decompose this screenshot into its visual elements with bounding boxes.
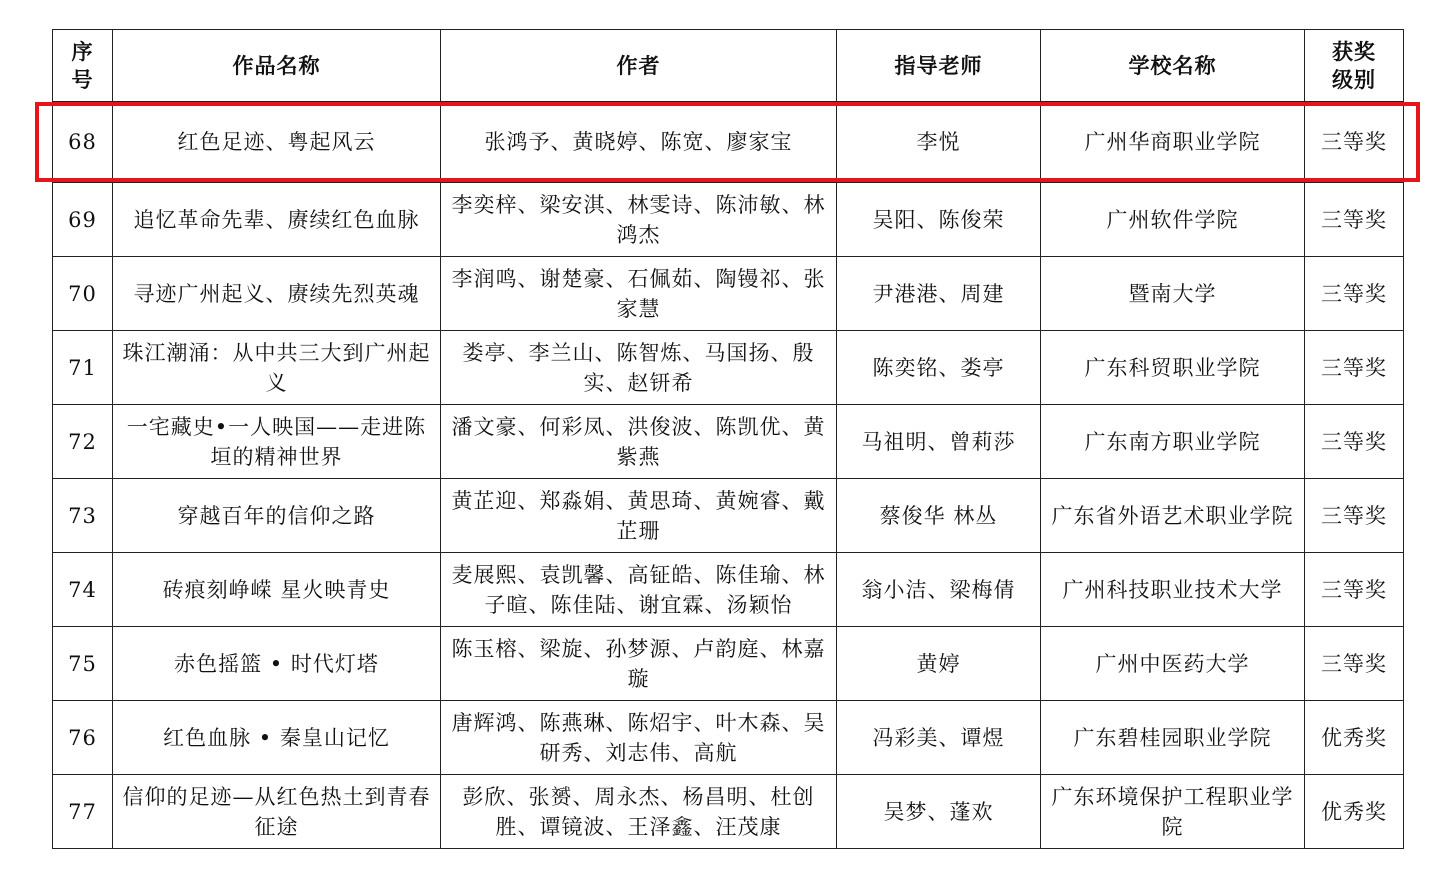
table-row: [53, 257, 1404, 331]
table-row: [53, 553, 1404, 627]
cell-authors: 麦展熙、袁凯馨、高钲皓、陈佳瑜、林子暄、陈佳陆、谢宜霖、汤颖怡: [441, 553, 837, 627]
header-advisor: 指导老师: [837, 30, 1041, 102]
header-school: 学校名称: [1041, 30, 1305, 102]
cell-work-name: 珠江潮涌：从中共三大到广州起义: [113, 331, 441, 405]
cell-school: 广州华商职业学院: [1041, 102, 1305, 183]
cell-authors: 潘文豪、何彩凤、洪俊波、陈凯优、黄紫燕: [441, 405, 837, 479]
cell-award: 三等奖: [1305, 331, 1404, 405]
cell-index: 77: [53, 775, 113, 849]
header-award-line1: 获奖: [1332, 39, 1376, 64]
cell-school: 广州软件学院: [1041, 183, 1305, 257]
cell-authors: 张鸿予、黄晓婷、陈宽、廖家宝: [441, 102, 837, 183]
award-table: [52, 29, 1404, 849]
cell-index: 74: [53, 553, 113, 627]
cell-advisor: 蔡俊华 林丛: [837, 479, 1041, 553]
cell-index: 73: [53, 479, 113, 553]
cell-work-name: 赤色摇篮 • 时代灯塔: [113, 627, 441, 701]
cell-award: 优秀奖: [1305, 775, 1404, 849]
cell-school: 广东环境保护工程职业学院: [1041, 775, 1305, 849]
cell-index: 72: [53, 405, 113, 479]
cell-school: 广州中医药大学: [1041, 627, 1305, 701]
cell-school: 广东省外语艺术职业学院: [1041, 479, 1305, 553]
cell-advisor: 翁小洁、梁梅倩: [837, 553, 1041, 627]
cell-advisor: 尹港港、周建: [837, 257, 1041, 331]
cell-work-name: 红色血脉 • 秦皇山记忆: [113, 701, 441, 775]
cell-work-name: 寻迹广州起义、赓续先烈英魂: [113, 257, 441, 331]
header-index-line2: 号: [71, 67, 94, 92]
cell-authors: 陈玉榕、梁旋、孙梦源、卢韵庭、林嘉璇: [441, 627, 837, 701]
cell-advisor: 李悦: [837, 102, 1041, 183]
cell-authors: 黄芷迎、郑淼娟、黄思琦、黄婉睿、戴芷珊: [441, 479, 837, 553]
table-row: [53, 479, 1404, 553]
cell-award: 优秀奖: [1305, 701, 1404, 775]
cell-authors: 李润鸣、谢楚豪、石佩茹、陶镘祁、张家慧: [441, 257, 837, 331]
cell-work-name: 一宅藏史•一人映国——走进陈垣的精神世界: [113, 405, 441, 479]
cell-work-name: 追忆革命先辈、赓续红色血脉: [113, 183, 441, 257]
cell-authors: 唐辉鸿、陈燕琳、陈炤宇、叶木森、吴研秀、刘志伟、高航: [441, 701, 837, 775]
table-row: [53, 331, 1404, 405]
cell-advisor: 马祖明、曾莉莎: [837, 405, 1041, 479]
cell-advisor: 黄婷: [837, 627, 1041, 701]
cell-index: 69: [53, 183, 113, 257]
cell-index: 75: [53, 627, 113, 701]
cell-school: 广州科技职业技术大学: [1041, 553, 1305, 627]
table-row: [53, 405, 1404, 479]
header-award-line2: 级别: [1332, 67, 1376, 92]
cell-index: 76: [53, 701, 113, 775]
cell-advisor: 吴阳、陈俊荣: [837, 183, 1041, 257]
award-table-container: [52, 29, 1403, 849]
header-award: [1305, 30, 1404, 102]
cell-work-name: 红色足迹、粤起风云: [113, 102, 441, 183]
cell-advisor: 吴梦、蓬欢: [837, 775, 1041, 849]
table-row: [53, 627, 1404, 701]
table-row: [53, 775, 1404, 849]
cell-school: 广东碧桂园职业学院: [1041, 701, 1305, 775]
cell-index: 71: [53, 331, 113, 405]
cell-advisor: 陈奕铭、娄亭: [837, 331, 1041, 405]
cell-award: 三等奖: [1305, 627, 1404, 701]
cell-award: 三等奖: [1305, 479, 1404, 553]
cell-award: 三等奖: [1305, 183, 1404, 257]
header-index: [53, 30, 113, 102]
table-row: [53, 102, 1404, 183]
cell-award: 三等奖: [1305, 405, 1404, 479]
cell-index: 70: [53, 257, 113, 331]
cell-work-name: 穿越百年的信仰之路: [113, 479, 441, 553]
cell-school: 暨南大学: [1041, 257, 1305, 331]
header-index-line1: 序: [71, 39, 94, 64]
header-row: [53, 30, 1404, 102]
header-work-name: 作品名称: [113, 30, 441, 102]
cell-school: 广东南方职业学院: [1041, 405, 1305, 479]
cell-authors: 彭欣、张赟、周永杰、杨昌明、杜创胜、谭镜波、王泽鑫、汪茂康: [441, 775, 837, 849]
cell-award: 三等奖: [1305, 257, 1404, 331]
cell-index: 68: [53, 102, 113, 183]
cell-award: 三等奖: [1305, 102, 1404, 183]
table-row: [53, 701, 1404, 775]
cell-school: 广东科贸职业学院: [1041, 331, 1305, 405]
cell-advisor: 冯彩美、谭煜: [837, 701, 1041, 775]
cell-work-name: 信仰的足迹—从红色热土到青春征途: [113, 775, 441, 849]
table-row: [53, 183, 1404, 257]
header-authors: 作者: [441, 30, 837, 102]
cell-work-name: 砖痕刻峥嵘 星火映青史: [113, 553, 441, 627]
cell-authors: 娄亭、李兰山、陈智炼、马国扬、殷实、赵钘希: [441, 331, 837, 405]
cell-award: 三等奖: [1305, 553, 1404, 627]
cell-authors: 李奕梓、梁安淇、林雯诗、陈沛敏、林鸿杰: [441, 183, 837, 257]
